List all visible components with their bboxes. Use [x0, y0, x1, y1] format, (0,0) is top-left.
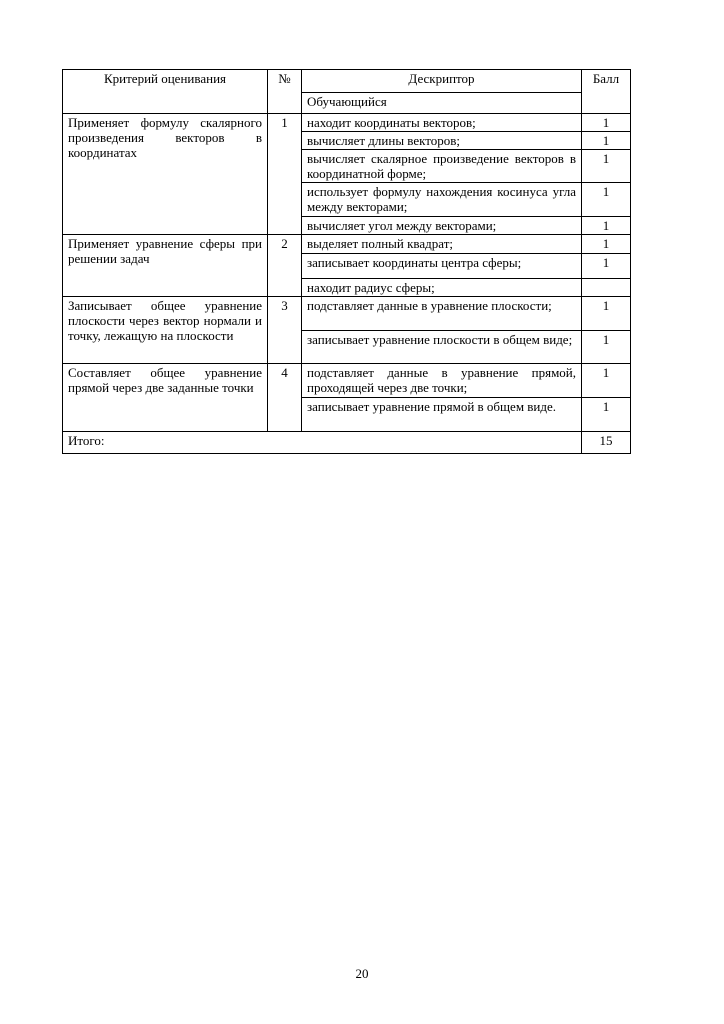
- header-descriptor-student: Обучающийся: [302, 93, 582, 114]
- descriptor-cell: записывает уравнение плоскости в общем виде;: [302, 331, 582, 364]
- score-cell: [582, 279, 631, 297]
- criterion-cell: Записывает общее уравнение плоскости через вектор нормали и точку, лежащую на плоскости: [63, 297, 268, 364]
- descriptor-cell: записывает уравнение прямой в общем виде.: [302, 398, 582, 432]
- criterion-number: 3: [268, 297, 302, 364]
- table-row: [63, 235, 631, 254]
- descriptor-cell: вычисляет длины векторов;: [302, 132, 582, 150]
- criterion-number: 4: [268, 364, 302, 432]
- descriptor-cell: находит радиус сферы;: [302, 279, 582, 297]
- page-number: 20: [355, 966, 369, 981]
- score-cell: 1: [582, 132, 631, 150]
- criterion-cell: Применяет формулу скалярного произведения векторов в координатах: [63, 114, 268, 235]
- header-number: №: [268, 70, 302, 114]
- assessment-rubric-table: [62, 69, 631, 454]
- descriptor-cell: подставляет данные в уравнение прямой, проходящей через две точки;: [302, 364, 582, 398]
- header-criterion: Критерий оценивания: [63, 70, 268, 114]
- descriptor-cell: записывает координаты центра сферы;: [302, 254, 582, 279]
- table-row: [63, 297, 631, 331]
- total-score: 15: [582, 432, 631, 454]
- descriptor-cell: использует формулу нахождения косинуса угла между векторами;: [302, 183, 582, 217]
- total-row: [63, 432, 631, 454]
- score-cell: 1: [582, 183, 631, 217]
- descriptor-cell: вычисляет скалярное произведение векторов в координатной форме;: [302, 150, 582, 183]
- criterion-number: 1: [268, 114, 302, 235]
- score-cell: 1: [582, 114, 631, 132]
- descriptor-cell: вычисляет угол между векторами;: [302, 217, 582, 235]
- score-cell: 1: [582, 331, 631, 364]
- criterion-cell: Применяет уравнение сферы при решении задач: [63, 235, 268, 297]
- descriptor-cell: подставляет данные в уравнение плоскости;: [302, 297, 582, 331]
- table-row: [63, 364, 631, 398]
- total-label: Итого:: [63, 432, 582, 454]
- header-row: [63, 70, 631, 93]
- criterion-number: 2: [268, 235, 302, 297]
- score-cell: 1: [582, 254, 631, 279]
- descriptor-cell: выделяет полный квадрат;: [302, 235, 582, 254]
- table-row: [63, 114, 631, 132]
- score-cell: 1: [582, 150, 631, 183]
- score-cell: 1: [582, 364, 631, 398]
- score-cell: 1: [582, 398, 631, 432]
- score-cell: 1: [582, 235, 631, 254]
- header-descriptor: Дескриптор: [302, 70, 582, 93]
- score-cell: 1: [582, 297, 631, 331]
- descriptor-cell: находит координаты векторов;: [302, 114, 582, 132]
- header-score: Балл: [582, 70, 631, 114]
- criterion-cell: Составляет общее уравнение прямой через две заданные точки: [63, 364, 268, 432]
- score-cell: 1: [582, 217, 631, 235]
